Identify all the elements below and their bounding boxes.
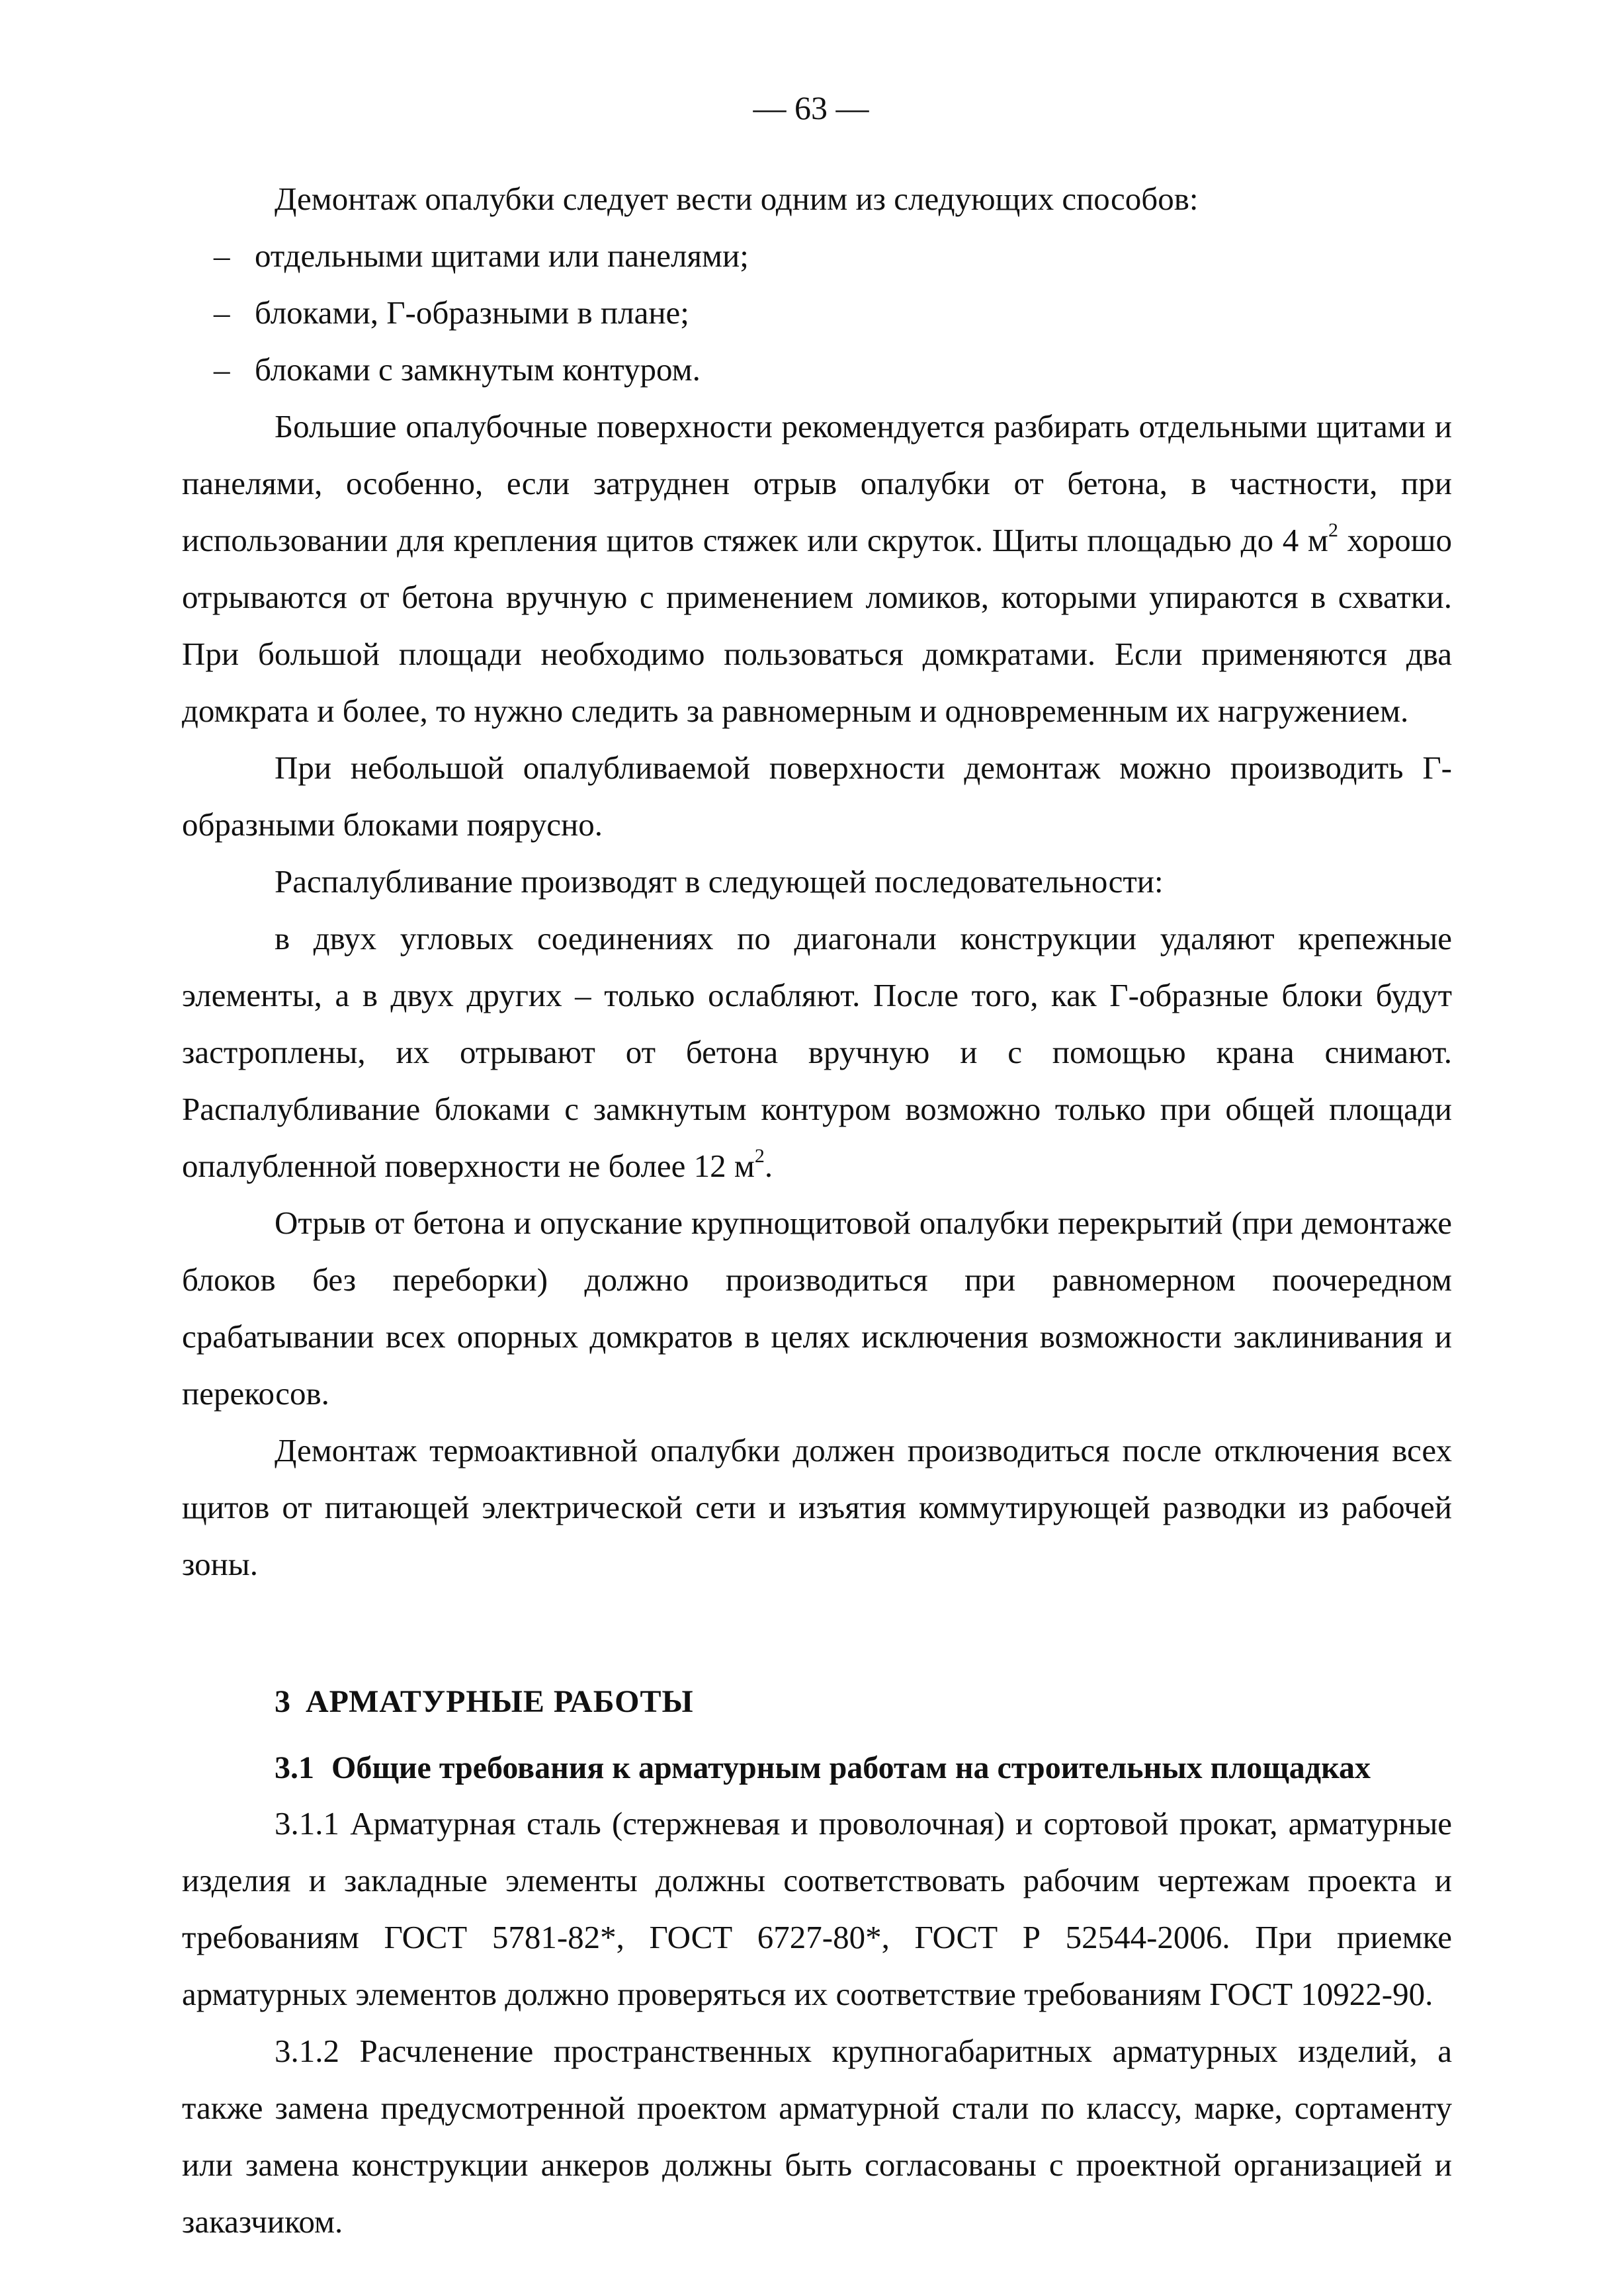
list-dash: – (214, 351, 230, 388)
subsection-number: 3.1 (275, 1750, 314, 1785)
paragraph-text: в двух угловых соединениях по диагонали конструкции удаляют крепежные элементы, а в двух других – только ослабляют. После того, как Г-образные блоки будут застроплены, их отрывают от бетона вручную и с помощью крана снимают. Распалубливание блоками с замкнутым контуром возможно только при общей площади опалубленной поверхности не более 12 м (182, 920, 1452, 1184)
paragraph-sequence-intro: Распалубливание производят в следующей последовательности: (275, 863, 1164, 900)
list-item-text: блоками с замкнутым контуром. (255, 351, 701, 388)
section-title: АРМАТУРНЫЕ РАБОТЫ (306, 1684, 694, 1719)
paragraph-small-surfaces: При небольшой опалубливаемой поверхности демонтаж можно производить Г-образными блоками поярусно. (182, 749, 1452, 843)
list-dash: – (214, 237, 230, 274)
paragraph-floor-formwork: Отрыв от бетона и опускание крупнощитовой опалубки перекрытий (при демонтаже блоков без переборки) должно производиться при равномерном поочередном срабатывании всех опорных домкратов в целях исключения возможности заклинивания и перекосов. (182, 1205, 1452, 1412)
paragraph-text: . (764, 1148, 773, 1184)
subsection-title: Общие требования к арматурным работам на строительных площадках (331, 1750, 1371, 1785)
section-number: 3 (275, 1684, 291, 1719)
paragraph-large-surfaces (182, 398, 1452, 740)
list-item (182, 284, 1452, 341)
document-body (182, 171, 1452, 2250)
paragraph-sequence (182, 910, 1452, 1195)
clause-3-1-2: 3.1.2 Расчленение пространственных крупногабаритных арматурных изделий, а также замена предусмотренной проектом арматурной стали по классу, марке, сортаменту или замена конструкции анкеров должны быть согласованы с проектной организацией и заказчиком. (182, 2033, 1452, 2240)
page-number: — 63 — (753, 89, 869, 126)
superscript: 2 (754, 1145, 765, 1167)
list-dash: – (214, 294, 230, 331)
section-heading (182, 1674, 1452, 1730)
paragraph-text: Большие опалубочные поверхности рекомендуется разбирать отдельными щитами и панелями, особенно, если затруднен отрыв опалубки от бетона, в частности, при использовании для крепления щитов стяжек или скруток. Щиты площадью до 4 м (182, 408, 1452, 558)
subsection-heading (182, 1740, 1452, 1797)
list-item-text: блоками, Г-образными в плане; (255, 294, 689, 331)
paragraph-thermoactive: Демонтаж термоактивной опалубки должен производиться после отключения всех щитов от питающей электрической сети и изъятия коммутирующей разводки из рабочей зоны. (182, 1432, 1452, 1582)
list-item (182, 228, 1452, 284)
paragraph-intro: Демонтаж опалубки следует вести одним из следующих способов: (275, 181, 1199, 217)
superscript: 2 (1328, 519, 1338, 541)
paragraph-text: хорошо отрываются от бетона вручную с применением ломиков, которыми упираются в схватки. При большой площади необходимо пользоваться домкратами. Если применяются два домкрата и более, то нужно следить за равномерным и одновременным их нагружением. (182, 522, 1452, 729)
list-item (182, 341, 1452, 398)
clause-3-1-1: 3.1.1 Арматурная сталь (стержневая и проволочная) и сортовой прокат, арматурные изделия и закладные элементы должны соответствовать рабочим чертежам проекта и требованиям ГОСТ 5781-82*, ГОСТ 6727-80*, ГОСТ Р 52544-2006. При приемке арматурных элементов должно проверяться их соответствие требованиям ГОСТ 10922-90. (182, 1805, 1452, 2012)
list-item-text: отдельными щитами или панелями; (255, 237, 749, 274)
